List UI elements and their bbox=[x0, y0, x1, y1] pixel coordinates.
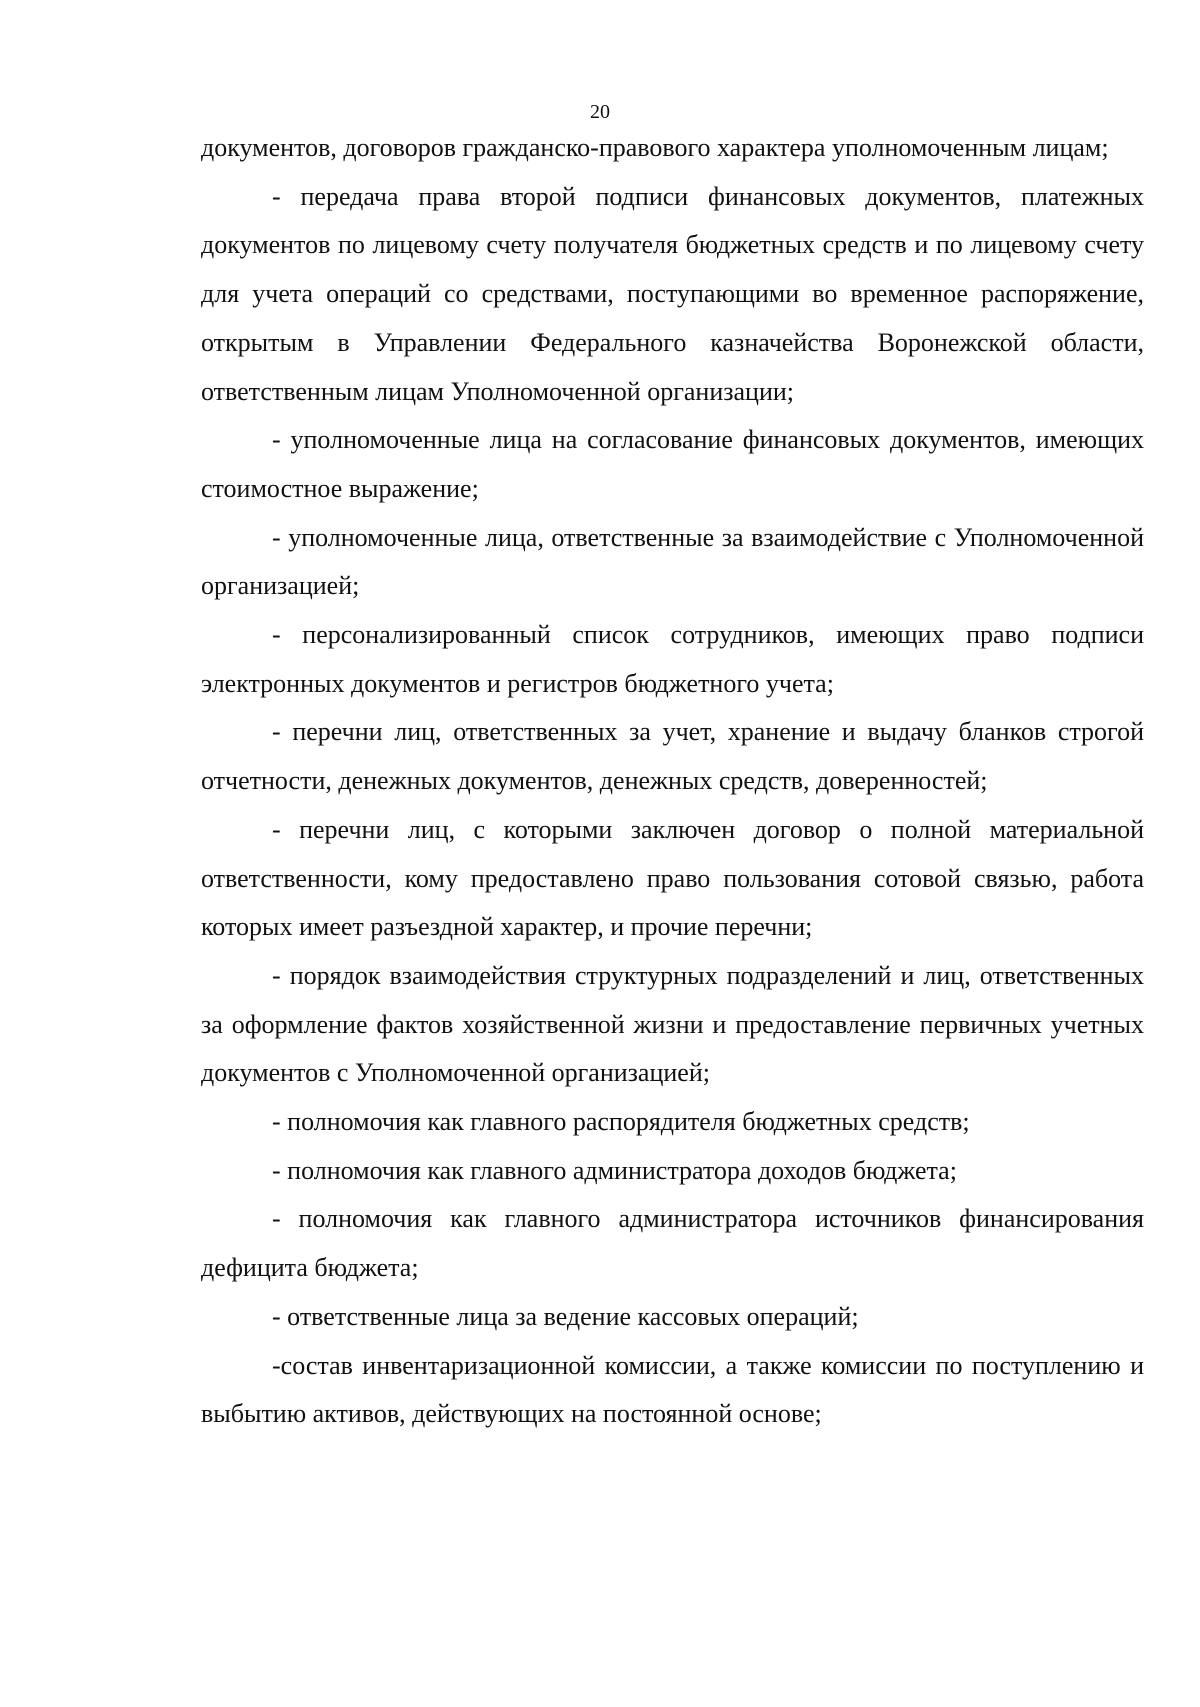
paragraph-approval-persons: - уполномоченные лица на согласование финансовых документов, имеющих стоимостное выражение; bbox=[201, 425, 1144, 503]
paragraph-signature-list: - персонализированный список сотрудников, имеющих право подписи электронных документов и регистров бюджетного учета; bbox=[201, 620, 1144, 698]
paragraph-interaction-procedure: - порядок взаимодействия структурных подразделений и лиц, ответственных за оформление фактов хозяйственной жизни и предоставление первичных учетных документов с Уполномоченной организацией; bbox=[201, 960, 1144, 1088]
paragraph-chief-manager-powers: - полномочия как главного распорядителя бюджетных средств; bbox=[272, 1107, 970, 1137]
paragraph-deficit-admin-powers: - полномочия как главного администратора источников финансирования дефицита бюджета; bbox=[201, 1204, 1144, 1283]
paragraph-continuation: документов, договоров гражданско-правового характера уполномоченным лицам; bbox=[201, 133, 1109, 162]
paragraph-revenue-admin-powers: - полномочия как главного администратора доходов бюджета; bbox=[272, 1155, 957, 1185]
paragraph-strict-reporting-lists: - перечни лиц, ответственных за учет, хранение и выдачу бланков строгой отчетности, денежных документов, денежных средств, доверенностей; bbox=[201, 717, 1144, 796]
page-number: 20 bbox=[590, 101, 610, 123]
paragraph-interaction-persons: - уполномоченные лица, ответственные за взаимодействие с Уполномоченной организацией; bbox=[201, 522, 1144, 601]
paragraph-inventory-commission: -состав инвентаризационной комиссии, а также комиссии по поступлению и выбытию активов, действующих на постоянной основе; bbox=[201, 1350, 1144, 1429]
paragraph-cash-operations: - ответственные лица за ведение кассовых операций; bbox=[272, 1301, 859, 1331]
paragraph-second-signature: - передача права второй подписи финансовых документов, платежных документов по лицевому счету получателя бюджетных средств и по лицевому счету для учета операций со средствами, поступающими во временное распоряжение, открытым в Управлении Федерального казначейства Воронежской области, ответственным лицам Уполномоченной организации; bbox=[201, 181, 1144, 406]
paragraph-liability-lists: - перечни лиц, с которыми заключен договор о полной материальной ответственности, кому предоставлено право пользования сотовой связью, работа которых имеет разъездной характер, и прочие перечни; bbox=[201, 814, 1144, 942]
document-body bbox=[201, 124, 1144, 1439]
